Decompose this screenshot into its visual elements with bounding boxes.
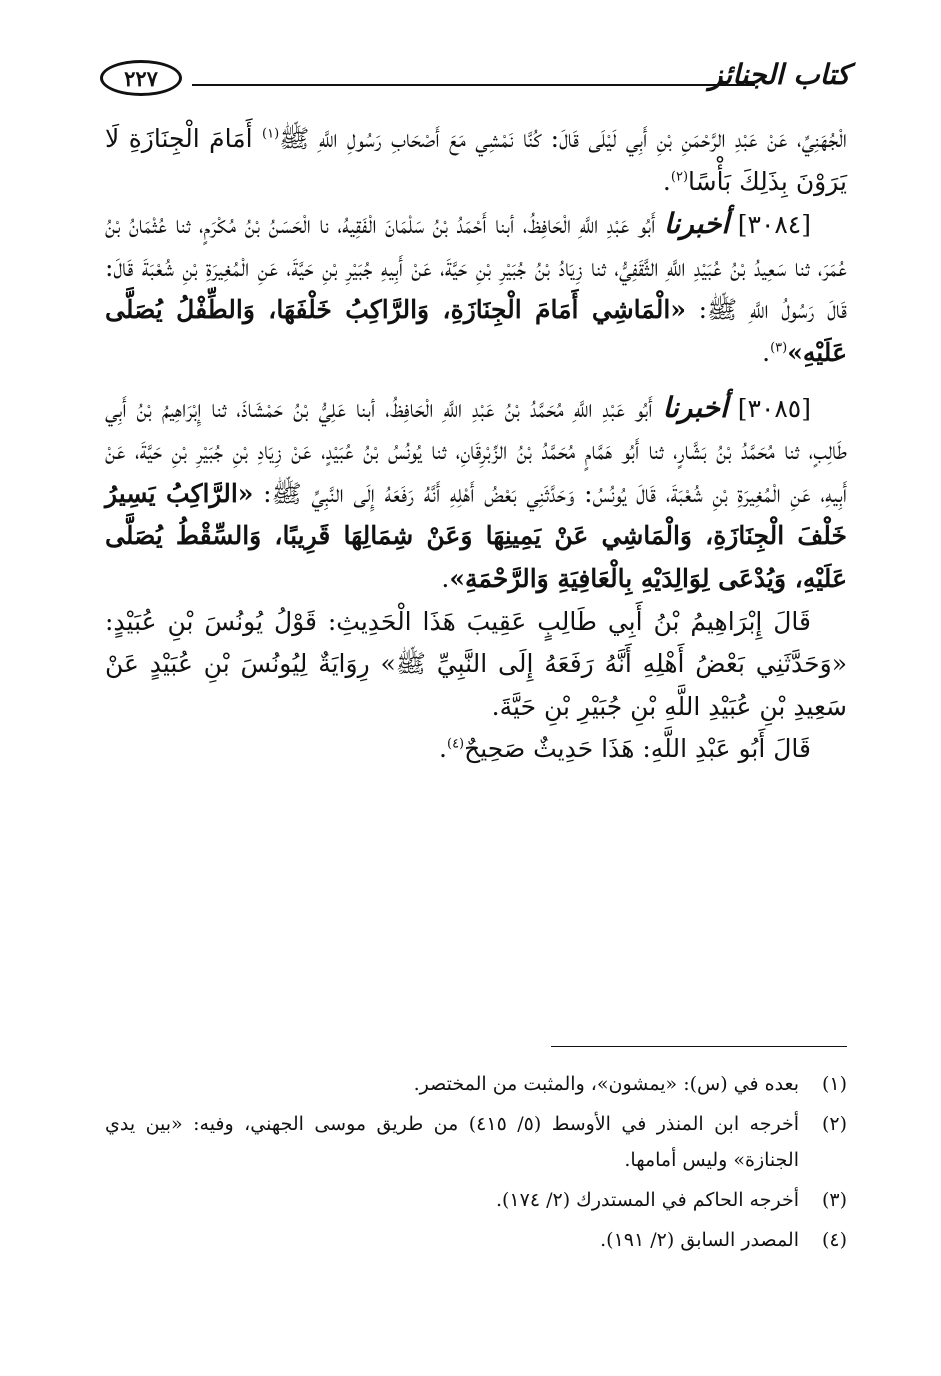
- book-title: كتاب الجنائز: [708, 58, 850, 91]
- p1-text-a: الْجُهَنِيِّ، عَنْ عَبْدِ الرَّحْمَنِ بْنِ أَبِي لَيْلَى قَالَ: كُنَّا نَمْشِي مَعَ أَصْحَابِ رَسُولِ اللَّهِ ﷺ: [279, 124, 847, 153]
- footnote-text: المصدر السابق (٢/ ١٩١).: [600, 1229, 799, 1251]
- footnote-text: أخرجه الحاكم في المستدرك (٢/ ١٧٤).: [495, 1189, 799, 1211]
- footnote-number: (٣): [821, 1189, 847, 1211]
- p1-text-b: أَمَامَ الْجِنَازَةِ لَا يَرَوْنَ بِذَلِكَ بَأْسًا: [105, 124, 847, 196]
- hadith-number-3084: [٣٠٨٤]: [737, 210, 811, 240]
- footnote-number: (٤): [821, 1229, 847, 1251]
- isnad-3084: أَبُو عَبْدِ اللَّهِ الْحَافِظُ، أبنا أَحْمَدُ بْنُ سَلْمَانَ الْفَقِيهُ، نا الْحَسَنُ بْنُ مُكْرَمٍ، ثنا عُثْمَانُ بْنُ عُمَرَ، ثنا سَعِيدُ بْنُ عُبَيْدِ اللَّهِ الثَّقَفِيُّ، ثنا زِيَادُ بْنُ جُبَيْرِ بْنِ حَيَّةَ، عَنْ أَبِيهِ جُبَيْرِ بْنِ حَيَّةَ، عَنِ الْمُغِيرَةِ بْنِ شُعْبَةَ قَالَ: قَالَ رَسُولُ اللَّهِ ﷺ:: [105, 210, 848, 325]
- matn-3085: «الرَّاكِبُ يَسِيرُ خَلْفَ الْجِنَازَةِ، وَالْمَاشِي عَنْ يَمِينِهَا وَعَنْ شِمَالِهَا قَرِيبًا، وَالسِّقْطُ يُصَلَّى عَلَيْهِ، وَيُدْعَى لِوَالِدَيْهِ بِالْعَافِيَةِ وَالرَّحْمَةِ»: [105, 478, 847, 593]
- footnote-ref-2: (٢): [670, 169, 689, 185]
- footnote-text: بعده في (س): «يمشون»، والمثبت من المختصر.: [413, 1073, 799, 1095]
- hadith-3085: [105, 387, 847, 601]
- hadith-3084: [105, 203, 847, 374]
- verdict-paragraph: [105, 728, 847, 771]
- page-header: [100, 48, 850, 104]
- main-text: [105, 118, 847, 771]
- footnote-ref-4: (٤): [446, 736, 465, 752]
- hadith-number-3085: [٣٠٨٥]: [737, 393, 811, 423]
- spacer: [105, 375, 847, 387]
- page-number: [100, 60, 182, 96]
- p1-end: .: [662, 166, 671, 196]
- footnote-ref-1: (١): [262, 126, 280, 142]
- h3085-end: .: [441, 563, 450, 593]
- paragraph-continuation: [105, 118, 847, 203]
- footnote-separator: [551, 1046, 847, 1047]
- footnote-ref-3: (٣): [770, 340, 788, 356]
- page-number-text: ٢٢٧: [124, 65, 158, 91]
- akhbarana-3085: أخبرنا: [662, 390, 728, 424]
- header-rule: [192, 84, 755, 86]
- footnote-text: أخرجه ابن المنذر في الأوسط (٥/ ٤١٥) من طريق موسى الجهني، وفيه: «بين يدي الجنازة» وليس أمامها.: [105, 1113, 799, 1171]
- footnote-item: [105, 1106, 847, 1178]
- footnote-item: [105, 1222, 847, 1258]
- verdict-end: .: [439, 734, 447, 764]
- verdict-text: قَالَ أَبُو عَبْدِ اللَّهِ: هَذَا حَدِيثٌ صَحِيحٌ: [464, 734, 811, 764]
- isnad-3085: أَبُو عَبْدِ اللَّهِ مُحَمَّدُ بْنُ عَبْدِ اللَّهِ الْحَافِظُ، أبنا عَلِيُّ بْنُ حَمْشَاذَ، ثنا إِبْرَاهِيمُ بْنُ أَبِي طَالِبٍ، ثنا مُحَمَّدُ بْنُ بَشَّارٍ، ثنا أَبُو هَمَّامٍ مُحَمَّدُ بْنُ الزِّبْرِقَانِ، ثنا يُونُسُ بْنُ عُبَيْدٍ، عَنْ زِيَادِ بْنِ جُبَيْرِ بْنِ حَيَّةَ، عَنْ أَبِيهِ، عَنِ الْمُغِيرَةِ بْنِ شُعْبَةَ، قَالَ يُونُسُ: وَحَدَّثَنِي بَعْضُ أَهْلِهِ أَنَّهُ رَفَعَهُ إِلَى النَّبِيِّ ﷺ:: [105, 393, 847, 508]
- h3084-end: .: [762, 337, 771, 367]
- comment-paragraph: قَالَ إِبْرَاهِيمُ بْنُ أَبِي طَالِبٍ عَقِيبَ هَذَا الْحَدِيثِ: قَوْلُ يُونُسَ بْنِ عُبَيْدٍ: «وَحَدَّثَنِي بَعْضُ أَهْلِهِ أَنَّهُ رَفَعَهُ إِلَى النَّبِيِّ ﷺ» رِوَايَةٌ لِيُونُسَ بْنِ عُبَيْدٍ عَنْ سَعِيدِ بْنِ عُبَيْدِ اللَّهِ بْنِ جُبَيْرِ بْنِ حَيَّةَ.: [105, 606, 847, 721]
- footnote-item: [105, 1182, 847, 1218]
- matn-3084: «الْمَاشِي أَمَامَ الْجِنَازَةِ، وَالرَّاكِبُ خَلْفَهَا، وَالطِّفْلُ يُصَلَّى عَلَيْهِ»: [105, 295, 847, 367]
- footnotes: [105, 1066, 847, 1262]
- footnote-number: (١): [821, 1073, 847, 1095]
- footnote-item: [105, 1066, 847, 1102]
- akhbarana-3084: أخبرنا: [663, 207, 730, 241]
- footnote-number: (٢): [821, 1113, 847, 1135]
